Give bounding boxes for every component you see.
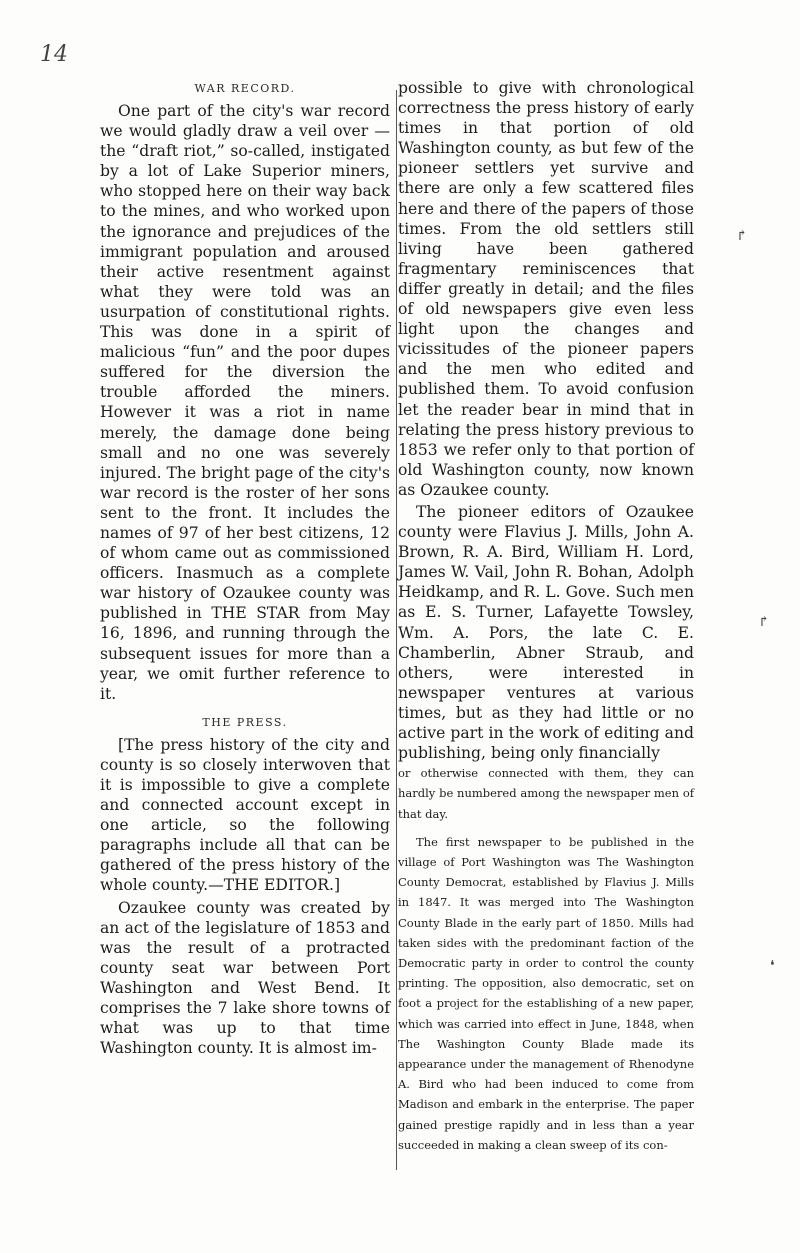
- war-record-paragraph: One part of the city's war record we would gladly draw a veil over —the “draft riot,” so-called, instigated by a lot of Lake Superior miners, who stopped here on their way back to the mines, and who worked upon the ignorance and prejudices of the immigrant population and aroused their active resentment against what they were told was an usurpation of constitutional rights. This was done in a spirit of malicious “fun” and the poor dupes suffered for the diversion the trouble afforded the miners. However it was a riot in name merely, the damage done being small and no one was severely injured. The bright page of the city's war record is the roster of her sons sent to the front. It includes the names of 97 of her best citizens, 12 of whom came out as commissioned officers. Inasmuch as a complete war history of Ozaukee county was published in THE STAR from May 16, 1896, and running through the subsequent issues for more than a year, we omit further reference to it.: [100, 102, 390, 703]
- margin-mark: ↱: [758, 614, 770, 630]
- margin-mark: ↱: [736, 228, 748, 244]
- ozaukee-intro-continuation: possible to give with chronological correctness the press history of early times in that portion of old Washington county, as but few of the pioneer settlers yet survive and there are only a few scattered files here and there of the papers of those times. From the old settlers still living have been gathered fragmentary reminiscences that differ greatly in detail; and the files of old newspapers give even less light upon the changes and vicissitudes of the pioneer papers and the men who edited and published them. To avoid confusion let the reader bear in mind that in relating the press history previous to 1853 we refer only to that portion of old Washington county, now known as Ozaukee county.: [398, 79, 694, 499]
- left-column: [100, 78, 390, 1058]
- war-record-heading: WAR RECORD.: [194, 82, 296, 95]
- the-press-heading: THE PRESS.: [202, 715, 288, 729]
- editor-note-paragraph: [The press history of the city and county is so closely interwoven that it is impossible to give a complete and connected account except in one article, so the following paragraphs include all that can be gathered of the press history of the whole county.—THE EDITOR.]: [100, 735, 390, 895]
- margin-mark: ❛: [770, 958, 775, 974]
- page-number: 14: [40, 42, 68, 67]
- right-column: [398, 78, 694, 1155]
- paragraph-separator: [398, 824, 694, 832]
- pioneer-editors-paragraph: The pioneer editors of Ozaukee county were Flavius J. Mills, John A. Brown, R. A. Bird, William H. Lord, James W. Vail, John R. Bohan, Adolph Heidkamp, and R. L. Gove. Such men as E. S. Turner, Lafayette Towsley, Wm. A. Pors, the late C. E. Chamberlin, Abner Straub, and others, were interested in newspaper ventures at various times, but as they had little or no active part in the work of editing and publishing, being only financially: [398, 502, 694, 763]
- first-newspaper-paragraph: The first newspaper to be published in the village of Port Washington was The Washington County Democrat, established by Flavius J. Mills in 1847. It was merged into The Washington County Blade in the early part of 1850. Mills had taken sides with the predominant faction of the Democratic party in order to control the county printing. The opposition, also democratic, set on foot a project for the establishing of a new paper, which was carried into effect in June, 1848, when The Washington County Blade made its appearance under the management of Rhenodyne A. Bird who had been induced to come from Madison and embark in the enterprise. The paper gained prestige rapidly and in less than a year succeeded in making a clean sweep of its con-: [398, 834, 694, 1152]
- pioneer-editors-continuation: or otherwise connected with them, they can hardly be numbered among the newspaper men of that day.: [398, 766, 694, 821]
- ozaukee-intro-paragraph: Ozaukee county was created by an act of the legislature of 1853 and was the result of a protracted county seat war between Port Washington and West Bend. It comprises the 7 lake shore towns of what was up to that time Washington county. It is almost im-: [100, 898, 390, 1058]
- column-divider: [396, 90, 397, 1170]
